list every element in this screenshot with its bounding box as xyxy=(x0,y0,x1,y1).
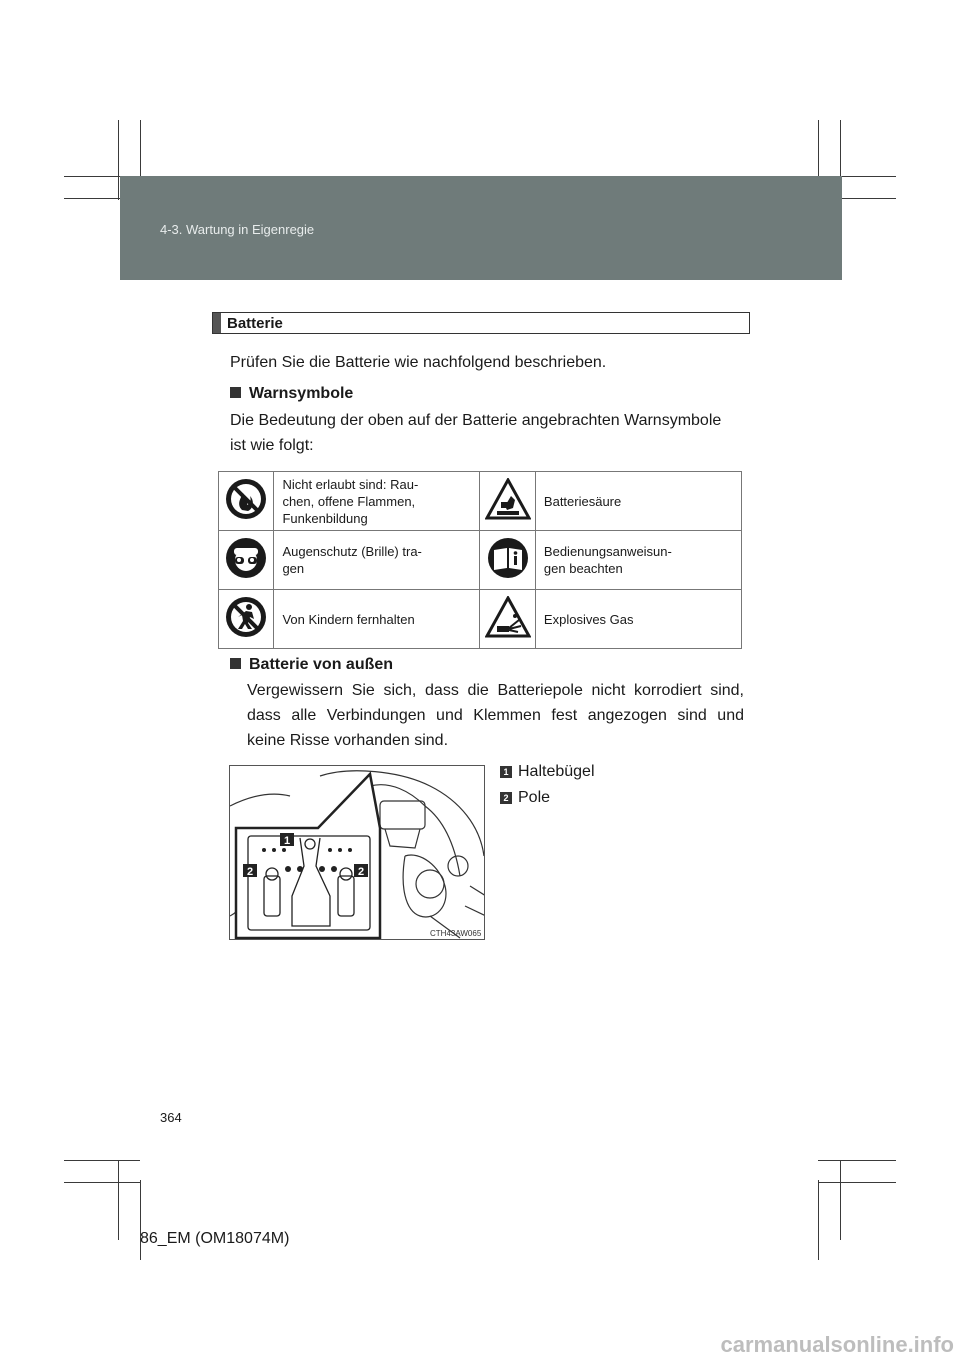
outside-description xyxy=(247,678,744,753)
warning-text xyxy=(274,531,480,590)
warning-text xyxy=(274,590,480,649)
outside-heading xyxy=(230,656,393,674)
crop-mark xyxy=(818,1160,896,1161)
battery-illustration xyxy=(229,765,485,940)
bullet-square-icon xyxy=(230,387,241,398)
section-title: Batterie xyxy=(227,315,283,332)
crop-mark xyxy=(818,1182,896,1183)
section-title-box xyxy=(212,312,750,334)
crop-mark xyxy=(140,1180,141,1260)
warning-text-line: Bedienungsanweisun- xyxy=(543,544,672,559)
crop-mark xyxy=(64,1182,140,1183)
warning-text xyxy=(535,472,741,531)
warn-heading-text: Warnsymbole xyxy=(249,385,354,402)
intro-text: Prüfen Sie die Batterie wie nachfolgend beschrieben. xyxy=(230,354,607,371)
warn-description-line: Die Bedeutung der oben auf der Batterie angebrachten Warnsymbole xyxy=(230,412,722,429)
battery-illustration-drawing xyxy=(230,766,485,940)
document-code: 86_EM (OM18074M) xyxy=(140,1230,290,1247)
warning-text-line: gen beachten xyxy=(543,561,623,576)
table-row xyxy=(219,590,742,649)
legend-number-badge: 2 xyxy=(500,792,512,804)
warning-text xyxy=(535,590,741,649)
callout-badge-2: 2 xyxy=(246,866,254,878)
watermark: carmanualsonline.info xyxy=(720,1332,954,1357)
legend-item xyxy=(500,763,595,781)
outside-description-line: Vergewissern Sie sich, dass die Batteriepole nicht korrodiert sind, xyxy=(247,682,744,699)
warn-heading xyxy=(230,385,353,403)
warn-description xyxy=(230,408,721,458)
warning-text-line: chen, offene Flammen, xyxy=(282,493,416,509)
warning-text-line: gen xyxy=(282,561,305,576)
keep-away-children-icon xyxy=(219,590,274,649)
battery-acid-icon xyxy=(480,472,535,531)
crop-mark xyxy=(118,120,119,200)
read-manual-icon xyxy=(480,531,535,590)
no-smoking-flame-icon xyxy=(219,472,274,531)
warn-description-line: ist wie folgt: xyxy=(230,437,314,454)
chapter-section-label: 4-3. Wartung in Eigenregie xyxy=(160,222,315,237)
warning-text-line: Funkenbildung xyxy=(282,510,368,526)
outside-description-line: keine Risse vorhanden sind. xyxy=(247,732,449,749)
eye-protection-icon xyxy=(219,531,274,590)
warning-text-line: Augenschutz (Brille) tra- xyxy=(282,544,422,559)
warning-text-line: Von Kindern fernhalten xyxy=(282,611,415,627)
bullet-square-icon xyxy=(230,658,241,669)
illustration-code: CTH43AW065 xyxy=(430,929,482,938)
legend-label: Pole xyxy=(518,789,551,806)
warning-text-line: Explosives Gas xyxy=(543,611,634,627)
warning-text xyxy=(535,531,741,590)
warning-text-line: Batteriesäure xyxy=(543,493,622,509)
outside-heading-text: Batterie von außen xyxy=(249,656,394,673)
warning-symbols-table xyxy=(218,471,742,649)
section-title-tab xyxy=(213,313,221,333)
callout-badge-1: 1 xyxy=(283,835,291,847)
table-row xyxy=(219,531,742,590)
outside-description-line: dass alle Verbindungen und Klemmen fest angezogen sind und xyxy=(247,707,744,724)
warning-text-line: Nicht erlaubt sind: Rau- xyxy=(282,476,419,492)
warning-text xyxy=(274,472,480,531)
crop-mark xyxy=(818,1180,819,1260)
callout-badge-2: 2 xyxy=(357,866,365,878)
table-row xyxy=(219,472,742,531)
legend-label: Haltebügel xyxy=(518,763,595,780)
legend-item xyxy=(500,789,550,807)
explosive-gas-icon xyxy=(480,590,535,649)
legend-number-badge: 1 xyxy=(500,766,512,778)
page-number: 364 xyxy=(160,1110,182,1125)
crop-mark xyxy=(64,1160,140,1161)
crop-mark xyxy=(840,1160,841,1240)
crop-mark xyxy=(118,1160,119,1240)
